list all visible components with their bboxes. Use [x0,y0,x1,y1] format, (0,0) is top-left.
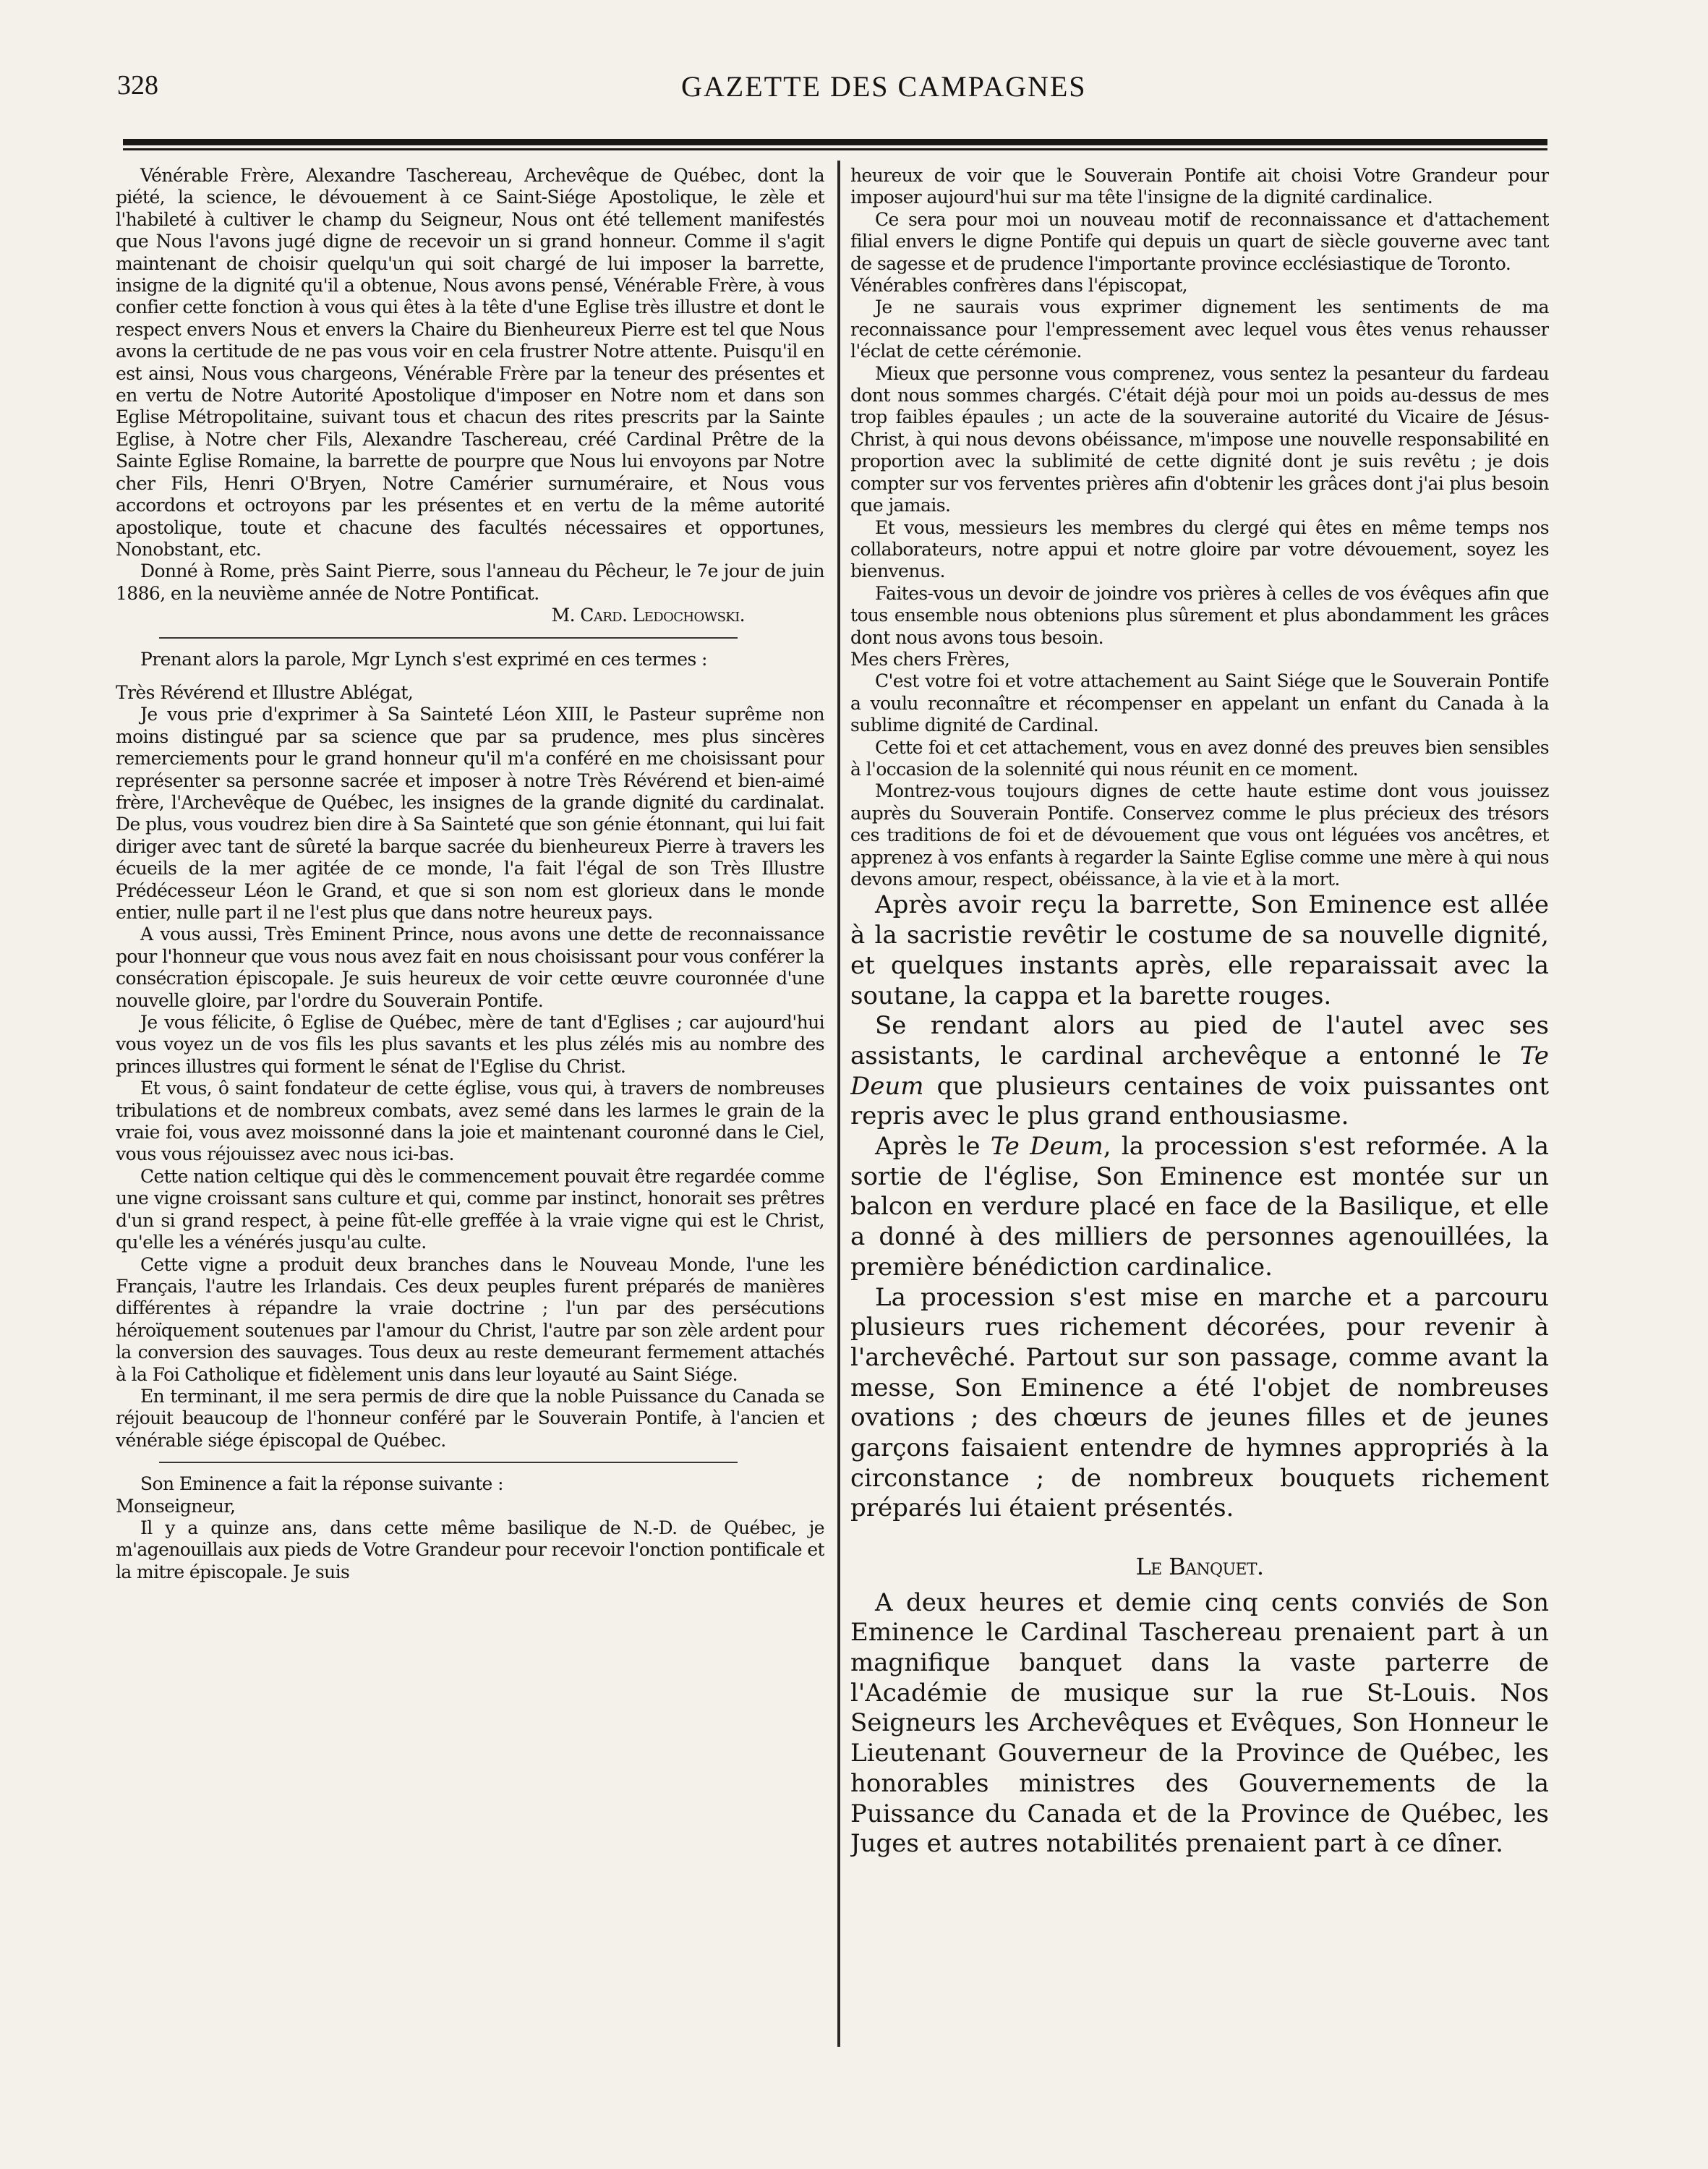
reply-paragraph: Cette foi et cet attachement, vous en avez donné des preuves bien sensibles à l'occasion de la solennité qui nous réunit en ce moment. [850,736,1549,780]
reply-paragraph: Il y a quinze ans, dans cette même basilique de N.-D. de Québec, je m'agenouillais aux pieds de Votre Grandeur pour recevoir l'onction pontificale et la mitre épiscopale. Je suis [116,1517,824,1582]
reply-paragraph: Je ne saurais vous exprimer dignement les sentiments de ma reconnaissance pour l'empressement avec lequel vous êtes venus rehausser l'éclat de cette cérémonie. [850,297,1549,362]
left-column [116,165,824,2053]
reply-paragraph: C'est votre foi et votre attachement au Saint Siége que le Souverain Pontife a voulu reconnaître et récompenser en appelant un enfant du Canada à la sublime dignité de Cardinal. [850,670,1549,736]
page-header [117,69,1547,111]
reply-paragraph: Mieux que personne vous comprenez, vous sentez la pesanteur du fardeau dont nous sommes chargés. C'était déjà pour moi un poids au-dessus de mes trop faibles épaules ; un acte de la souveraine autorité du Vicaire de Jésus-Christ, à qui nous devons obéissance, m'impose une nouvelle responsabilité en proportion avec la sublimité de cette dignité dont je suis revêtu ; je dois compter sur vos ferventes prières afin d'obtenir les grâces dont j'ai plus besoin que jamais. [850,362,1549,516]
lynch-speech-paragraph: En terminant, il me sera permis de dire que la noble Puissance du Canada se réjouit beaucoup de l'honneur conféré par le Souverain Pontife, à l'ancien et vénérable siége épiscopal de Québec. [116,1385,824,1451]
section-separator [159,1462,738,1463]
page-number: 328 [117,70,158,101]
publication-title: GAZETTE DES CAMPAGNES [681,70,1087,103]
header-rule-thick [123,139,1547,145]
brief-paragraph: Vénérable Frère, Alexandre Taschereau, Archevêque de Québec, dont la piété, la science, le dévouement à ce Saint-Siége Apostolique, le zèle et l'habileté à cultiver le champ du Seigneur, Nous ont été tellement manifestés que Nous l'avons jugé digne de recevoir un si grand honneur. Comme il s'agit maintenant de choisir quelqu'un qui soit chargé de lui imposer la barrette, insigne de la dignité qu'il a obtenue, Nous avons pensé, Vénérable Frère, à vous confier cette fonction à vous qui êtes à la tête d'une Eglise très illustre et dont le respect envers Nous et envers la Chaire du Bienheureux Pierre est tel que Nous avons la certitude de ne pas vous voir en cela frustrer Notre attente. Puisqu'il en est ainsi, Nous vous chargeons, Vénérable Frère par la teneur des présentes et en vertu de Notre Autorité Apostolique d'imposer en Notre nom et dans son Eglise Métropolitaine, suivant tous et chacun des rites prescrits par la Sainte Eglise, à Notre cher Fils, Alexandre Taschereau, créé Cardinal Prêtre de la Sainte Eglise Romaine, la barrette de pourpre que Nous lui envoyons par Notre cher Fils, Henri O'Bryen, Notre Camérier surnuméraire, et Nous vous accordons et octroyons par les présentes et en vertu de la même autorité apostolique, toute et chacune des facultés nécessaires et opportunes, Nonobstant, etc. [116,165,824,560]
lynch-speech-paragraph: Je vous prie d'exprimer à Sa Sainteté Léon XIII, le Pasteur suprême non moins distingué par sa science que par sa prudence, mes plus sincères remerciements pour le grand honneur qu'il m'a conféré en me choisissant pour représenter sa personne sacrée et imposer à notre Très Révérend et bien-aimé frère, l'Archevêque de Québec, les insignes de la grande dignité du cardinalat. De plus, vous voudrez bien dire à Sa Sainteté que son génie étonnant, qui lui fait diriger avec tant de sûreté la barque sacrée du bienheureux Pierre à travers les écueils de la mer agitée de ce monde, l'a fait l'égal de son Très Illustre Prédécesseur Léon le Grand, et que si son nom est glorieux dans le monde entier, nulle part il ne l'est plus que dans notre heureux pays. [116,704,824,923]
address-freres: Mes chers Frères, [850,648,1010,670]
narrative-paragraph: Se rendant alors au pied de l'autel avec ses assistants, le cardinal archevêque a entonné le Te Deum que plusieurs centaines de voix puissantes ont repris avec le plus grand enthousiasme. [850,1011,1549,1131]
banquet-paragraph: A deux heures et demie cinq cents conviés de Son Eminence le Cardinal Taschereau prenaient part à un magnifique banquet dans la vaste parterre de l'Académie de musique sur la rue St-Louis. Nos Seigneurs les Archevêques et Evêques, Son Honneur le Lieutenant Gouverneur de la Province de Québec, les honorables ministres des Gouvernements de la Puissance du Canada et de la Province de Québec, les Juges et autres notabilités prenaient part à ce dîner. [850,1588,1549,1859]
reply-paragraph: heureux de voir que le Souverain Pontife ait choisi Votre Grandeur pour imposer aujourd'hui sur ma tête l'insigne de la dignité cardinalice. [850,165,1549,208]
brief-date: Donné à Rome, près Saint Pierre, sous l'anneau du Pêcheur, le 7e jour de juin 1886, en la neuvième année de Notre Pontificat. [116,561,824,604]
te-deum-italic: Te Deum [990,1132,1103,1162]
header-rule-thin [123,148,1547,150]
lynch-speech-paragraph: A vous aussi, Très Eminent Prince, nous avons une dette de reconnaissance pour l'honneur que vous nous avez fait en nous choisissant pour vous conférer la consécration épiscopale. Je suis heureux de voir cette œuvre couronnée d'une nouvelle gloire, par l'ordre du Souverain Pontife. [116,924,824,1011]
reply-paragraph: Faites-vous un devoir de joindre vos prières à celles de vos évêques afin que tous ensemble nous obtenions plus sûrement et plus abondamment les grâces dont nous avons tous besoin. [850,582,1549,648]
section-heading-banquet: Le Banquet. [1135,1553,1264,1581]
column-divider [837,161,840,2047]
brief-signature: M. Card. Ledochowski. [551,605,745,626]
te-deum-italic: Te Deum [850,1041,1549,1101]
reply-paragraph: Ce sera pour moi un nouveau motif de reconnaissance et d'attachement filial envers le digne Pontife qui depuis un quart de siècle gouverne avec tant de sagesse et de prudence l'importante province ecclésiastique de Toronto. [850,208,1549,274]
lynch-speech-paragraph: Je vous félicite, ô Eglise de Québec, mère de tant d'Eglises ; car aujourd'hui vous voyez un de vos fils les plus savants et les plus zélés mis au nombre des princes illustres qui forment le sénat de l'Eglise du Christ. [116,1012,824,1077]
reply-paragraph: Et vous, messieurs les membres du clergé qui êtes en même temps nos collaborateurs, notre appui et notre gloire par votre dévouement, soyez les bienvenus. [850,516,1549,582]
lynch-intro: Prenant alors la parole, Mgr Lynch s'est exprimé en ces termes : [140,648,707,670]
lynch-speech-paragraph: Cette nation celtique qui dès le commencement pouvait être regardée comme une vigne croissant sans culture et qui, comme par instinct, honorait ses prêtres d'un si grand respect, à peine fût-elle greffée à la vraie vigne qui est le Christ, qu'elle les a vénérés jusqu'au culte. [116,1165,824,1253]
address-confreres: Vénérables confrères dans l'épiscopat, [850,275,1187,297]
reply-intro: Son Eminence a fait la réponse suivante : [140,1473,503,1495]
lynch-speech-paragraph: Et vous, ô saint fondateur de cette église, vous qui, à travers de nombreuses tribulations et de nombreux combats, avez semé dans les larmes le grain de la vraie foi, vous avez moissonné dans la joie et maintenant couronné dans le Ciel, vous vous réjouissez avec nous ici-bas. [116,1078,824,1165]
reply-paragraph: Montrez-vous toujours dignes de cette haute estime dont vous jouissez auprès du Souverain Pontife. Conservez comme le plus précieux des trésors ces traditions de foi et de dévouement que vous ont léguées vos ancêtres, et apprenez à vos enfants à regarder la Sainte Eglise comme une mère à qui nous devons amour, respect, obéissance, à la vie et à la mort. [850,780,1549,890]
lynch-speech-paragraph: Cette vigne a produit deux branches dans le Nouveau Monde, l'une les Français, l'autre les Irlandais. Ces deux peuples furent préparés de manières différentes à répandre la vraie doctrine ; l'un par des persécutions héroïquement soutenues par l'amour du Christ, l'autre par son zèle ardent pour la conversion des sauvages. Tous deux au reste demeurant fermement attachés à la Foi Catholique et fidèlement unis dans leur loyauté au Saint Siége. [116,1253,824,1385]
right-column [850,165,1549,2053]
section-separator [159,637,738,639]
address-monseigneur: Monseigneur, [116,1495,236,1517]
narrative-paragraph: Après le Te Deum, la procession s'est reformée. A la sortie de l'église, Son Eminence est montée sur un balcon en verdure placé en face de la Basilique, et elle a donné à des milliers de personnes agenouillées, la première bénédiction cardinalice. [850,1132,1549,1282]
narrative-paragraph: La procession s'est mise en marche et a parcouru plusieurs rues richement décorées, pour revenir à l'archevêché. Partout sur son passage, comme avant la messe, Son Eminence a été l'objet de nombreuses ovations ; des chœurs de jeunes filles et de jeunes garçons faisaient entendre de hymnes appropriés à la circonstance ; de nombreux bouquets richement préparés lui étaient présentés. [850,1282,1549,1523]
narrative-paragraph: Après avoir reçu la barrette, Son Eminence est allée à la sacristie revêtir le costume de sa nouvelle dignité, et quelques instants après, elle reparaissait avec la soutane, la cappa et la barette rouges. [850,890,1549,1010]
address-ablegat: Très Révérend et Illustre Ablégat, [116,681,414,703]
